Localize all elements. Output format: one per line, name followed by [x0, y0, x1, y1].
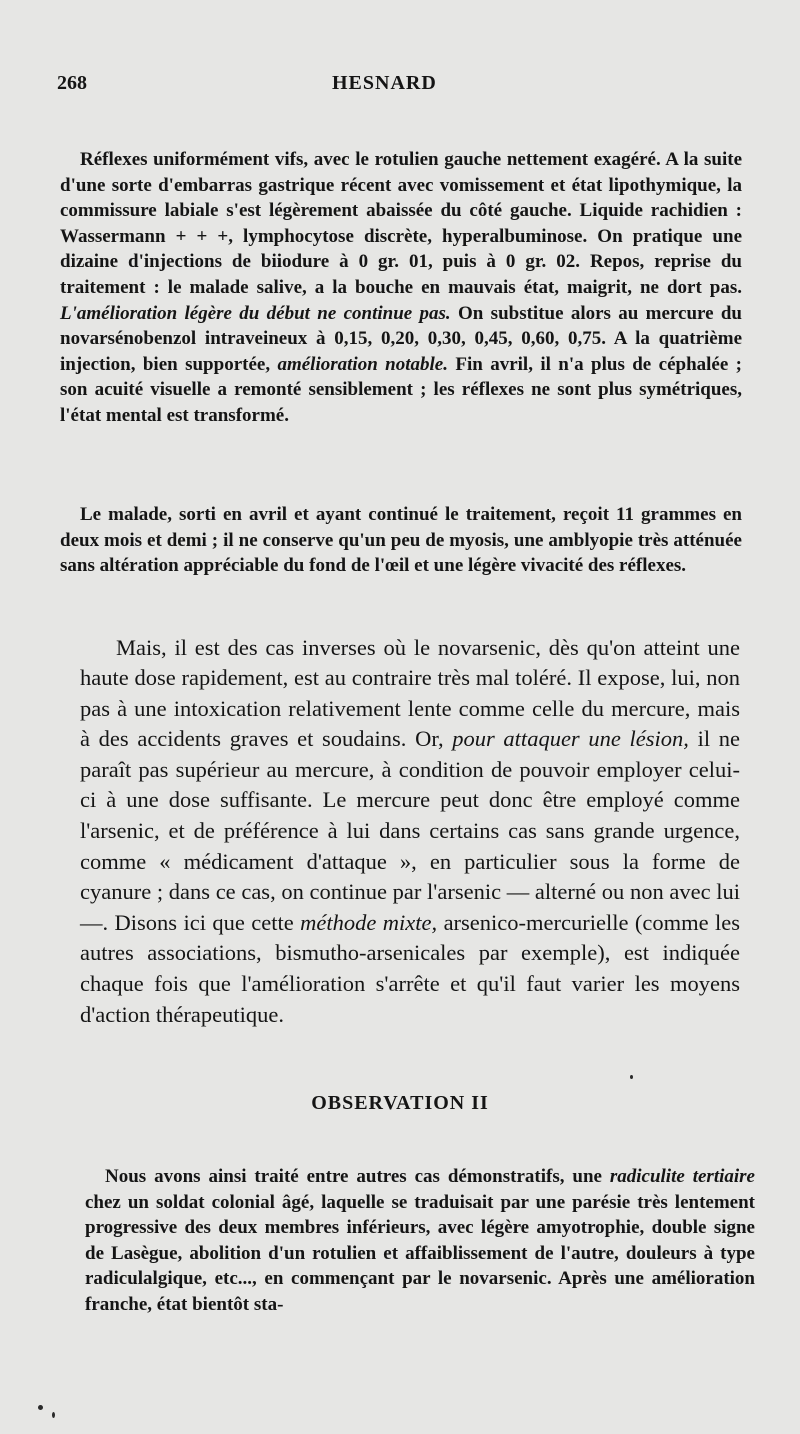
section-heading: OBSERVATION II: [311, 1092, 489, 1114]
ink-speck: [630, 1075, 633, 1079]
italic-run: radiculite tertiaire: [609, 1166, 755, 1187]
italic-run: méthode mixte,: [300, 909, 438, 935]
text-run: chez un soldat colonial âgé, laquelle se traduisait par une parésie très lentement progressive des deux membres inférieurs, avec légère amyotrophie, double signe de Lasègue, abolition d'un rotulien et affaiblissement de l'autre, douleurs à type radiculalgique, etc..., en commençant par le novarsenic. Après une amélioration franche, état bientôt sta-: [85, 1191, 755, 1315]
ink-speck: [52, 1412, 55, 1418]
paragraph-outcome: Le malade, sorti en avril et ayant continué le traitement, reçoit 11 grammes en deux mois et demi ; il ne conserve qu'un peu de myosis, une amblyopie très atténuée sans altération appréciable du fond de l'œil et une légère vivacité des réflexes.: [60, 504, 742, 577]
text-run: arsenico-mercurielle (comme les autres associations, bismutho-arsenicales par exemple), est indiquée chaque fois que l'amélioration s'arrête et qu'il faut varier les moyens d'action thérapeutique.: [80, 909, 741, 1027]
running-head: HESNARD: [332, 72, 437, 94]
paragraph-observation: [85, 1164, 755, 1318]
ink-speck: [38, 1405, 43, 1410]
text-run: il ne paraît pas supérieur au mercure, à condition de pouvoir employer celui-ci à une dose suffisante. Le mercure peut donc être employé comme l'arsenic, et de préférence à lui dans certains cas sans grande urgence, comme « médicament d'attaque », en particulier sous la forme de cyanure ; dans ce cas, on continue par l'arsenic — alterné ou non avec lui —. Disons ici que cette: [80, 726, 741, 935]
page-number: 268: [57, 72, 87, 94]
text-run: Réflexes uniformément vifs, avec le rotulien gauche nettement exagéré. A la suite d'une sorte d'embarras gastrique récent avec vomissement et état lipothymique, la commissure labiale s'est légèrement abaissée du côté gauche. Liquide rachidien : Wassermann + + +, lymphocytose discrète, hyperalbuminose. On pratique une dizaine d'injections de biiodure à 0 gr. 01, puis à 0 gr. 02. Repos, reprise du traitement : le malade salive, a la bouche en mauvais état, maigrit, ne dort pas.: [60, 149, 742, 298]
italic-run: pour attaquer une lésion,: [452, 726, 689, 752]
page-header: [57, 72, 740, 102]
text-run: Nous avons ainsi traité entre autres cas démonstratifs, une: [105, 1166, 610, 1187]
text-run: Fin avril, il n'a plus de céphalée ; son acuité visuelle a remonté sensiblement ; les réflexes ne sont plus symétriques, l'état mental est transformé.: [60, 353, 742, 426]
paragraph-discussion: [80, 633, 740, 1031]
italic-run: amélioration notable.: [277, 353, 448, 375]
text-run: Mais, il est des cas inverses où le novarsenic, dès qu'on atteint une haute dose rapidement, est au contraire très mal toléré. Il expose, lui, non pas à une intoxication relativement lente comme celle du mercure, mais à des accidents graves et soudains. Or,: [80, 634, 740, 752]
paragraph-case-report: [60, 147, 742, 429]
text-run: On substitue alors au mercure du novarsénobenzol intraveineux à 0,15, 0,20, 0,30, 0,45, 0,60, 0,75. A la quatrième injection, bien supportée,: [60, 302, 742, 375]
italic-run: L'amélioration légère du début ne continue pas.: [60, 302, 451, 324]
